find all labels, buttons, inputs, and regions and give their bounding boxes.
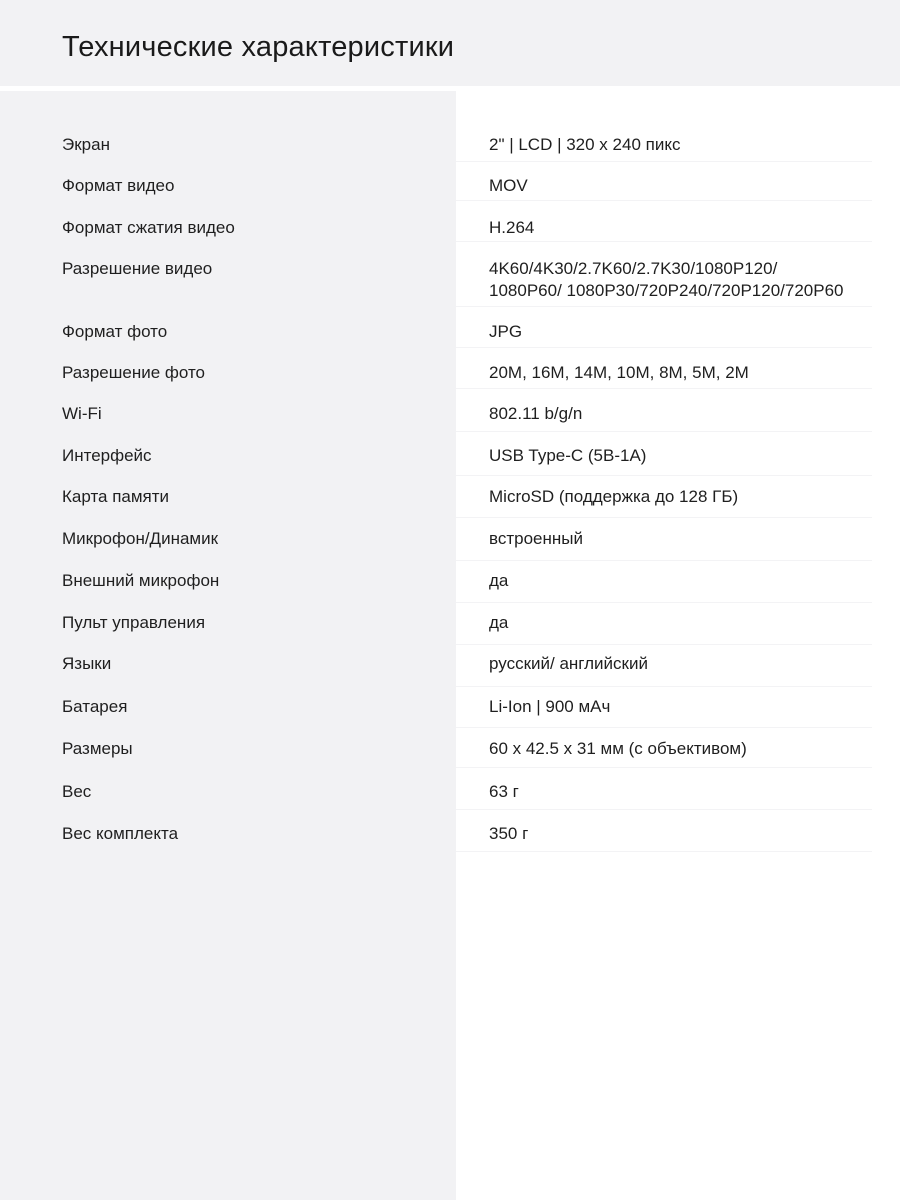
row-divider <box>456 306 872 307</box>
row-divider <box>456 767 872 768</box>
spec-value: USB Type-C (5В-1А) <box>489 446 647 465</box>
spec-value: Li-Ion | 900 мАч <box>489 697 611 716</box>
spec-value: 20M, 16M, 14M, 10M, 8M, 5M, 2M <box>489 363 749 382</box>
spec-value: 802.11 b/g/n <box>489 404 583 423</box>
spec-value: 63 г <box>489 782 519 801</box>
header-bar <box>0 0 900 86</box>
row-divider <box>456 644 872 645</box>
row-divider <box>456 241 872 242</box>
spec-value: JPG <box>489 322 523 341</box>
row-divider <box>456 602 872 603</box>
spec-label: Размеры <box>62 739 133 758</box>
row-divider <box>456 347 872 348</box>
spec-value: MicroSD (поддержка до 128 ГБ) <box>489 487 739 506</box>
spec-label: Разрешение фото <box>62 363 206 382</box>
spec-value: да <box>489 571 509 590</box>
spec-label: Формат сжатия видео <box>62 218 235 237</box>
spec-value: 350 г <box>489 824 529 843</box>
row-divider <box>456 431 872 432</box>
spec-value: 60 x 42.5 x 31 мм (с объективом) <box>489 739 747 758</box>
row-divider <box>456 475 872 476</box>
spec-label: Батарея <box>62 697 128 716</box>
spec-value: да <box>489 613 509 632</box>
spec-label: Микрофон/Динамик <box>62 529 219 548</box>
spec-label: Экран <box>62 135 110 154</box>
spec-label: Внешний микрофон <box>62 571 220 590</box>
spec-label: Вес комплекта <box>62 824 179 843</box>
spec-label: Пульт управления <box>62 613 206 632</box>
spec-value-line-2: 1080P60/ 1080P30/720P240/720P120/720P60 <box>489 281 844 300</box>
spec-label: Интерфейс <box>62 446 152 465</box>
spec-label: Формат видео <box>62 176 175 195</box>
spec-value: H.264 <box>489 218 535 237</box>
row-divider <box>456 686 872 687</box>
row-divider <box>456 851 872 852</box>
spec-value: русский/ английский <box>489 654 648 673</box>
row-divider <box>456 560 872 561</box>
row-divider <box>456 727 872 728</box>
spec-label: Wi-Fi <box>62 404 102 423</box>
spec-value: 2" | LCD | 320 x 240 пикс <box>489 135 681 154</box>
spec-label: Карта памяти <box>62 487 170 506</box>
spec-value: встроенный <box>489 529 583 548</box>
row-divider <box>456 388 872 389</box>
spec-label: Разрешение видео <box>62 259 213 278</box>
page-title: Технические характеристики <box>62 31 455 63</box>
row-divider <box>456 200 872 201</box>
spec-value: MOV <box>489 176 528 195</box>
row-divider <box>456 161 872 162</box>
spec-label: Вес <box>62 782 92 801</box>
row-divider <box>456 809 872 810</box>
spec-label: Языки <box>62 654 112 673</box>
spec-label: Формат фото <box>62 322 168 341</box>
row-divider <box>456 517 872 518</box>
spec-value: 4K60/4K30/2.7K60/2.7K30/1080P120/ <box>489 259 778 278</box>
